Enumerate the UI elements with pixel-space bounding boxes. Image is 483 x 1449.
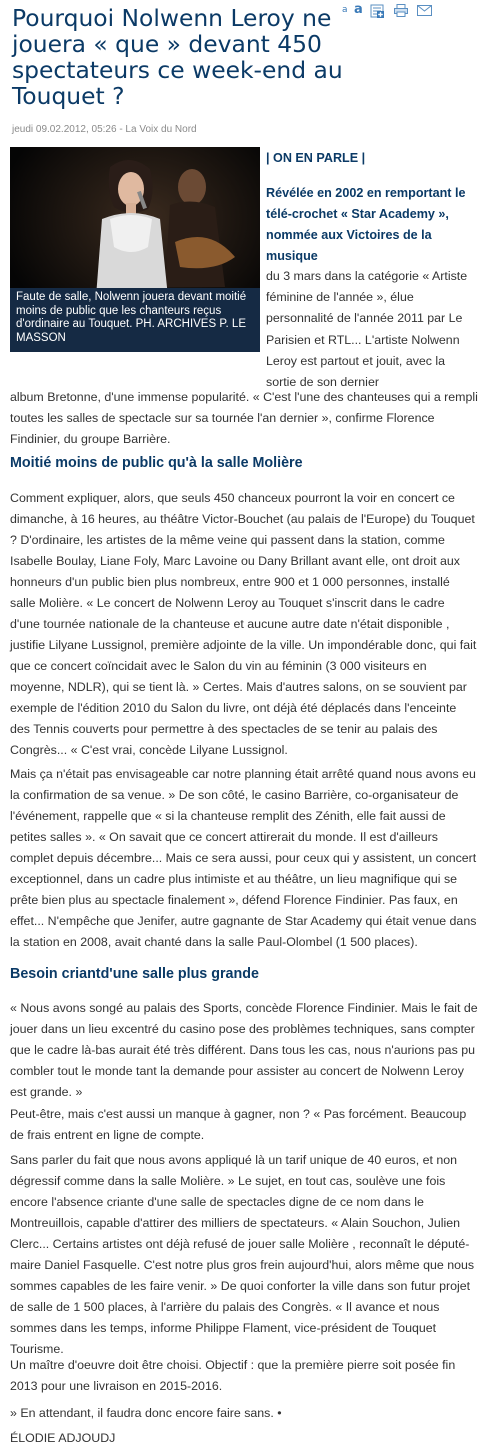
intro-paragraph: album Bretonne, d'une immense popularité. « C'est l'une des chanteuses qui a rempli toutes les salles de spectacle sur sa tournée l'an dernier », confirme Florence Findinier, du groupe Barrière. [10,390,478,446]
font-increase-button[interactable]: a [354,2,363,17]
on-en-parle-heading: | ON EN PARLE | [266,151,366,165]
body-paragraph-5: Sans parler du fait que nous avons appliqué là un tarif unique de 40 euros, et non dégressif comme dans la salle Molière. » Le sujet, en tout cas, soulève une fois encore l'absence criante d'une salle de spectacles digne de ce nom dans le Montreuillois, capable d'attirer des milliers de spectateurs. « Alain Souchon, Julien Clerc... Certains artistes ont déjà refusé de jouer salle Molière , reconnaît le député-maire Daniel Fasquelle. C'est notre plus gros frein aujourd'hui, alors même que nous sommes capables de les faire venir. » De quoi conforter la ville dans son futur projet de salle de 1 500 places, à l'arrière du palais des Congrès. « Il avance et nous sommes dans les temps, informe Philippe Flament, vice-président de Touquet Tourisme. [10,1153,475,1356]
section-heading-2: Besoin criantd'une salle plus grande [10,966,259,982]
body-paragraph-6: Un maître d'oeuvre doit être choisi. Objectif : que la première pierre soit posée fin 2013 pour une livraison en 2015-2016. [10,1358,456,1393]
article-author: ÉLODIE ADJOUDJ [10,1431,116,1445]
on-en-parle-text: Révélée en 2002 en remportant le télé-crochet « Star Academy », nommée aux Victoires de la musique [266,186,466,263]
article-meta: jeudi 09.02.2012, 05:26 - La Voix du Nord [12,124,197,135]
add-icon[interactable] [370,4,384,18]
intro-side-paragraph: du 3 mars dans la catégorie « Artiste féminine de l'année », élue personnalité de l'année 2011 par Le Parisien et RTL... L'artiste Nolwenn Leroy est partout et jouit, avec la sortie de son dernier [266,269,468,390]
article-photo [10,147,260,352]
body-paragraph-2: Mais ça n'était pas envisageable car notre planning était arrêté quand nous avons eu la confirmation de sa venue. » De son côté, le casino Barrière, co-organisateur de l'événement, rappelle que « si la chanteuse remplit des Zénith, elle fait aussi de petites salles ». « On savait que ce concert attirerait du monde. Il est d'ailleurs complet depuis décembre... Mais ce sera aussi, pour ceux qui y assistent, un concert exceptionnel, dans un cadre plus intimiste et au théâtre, un lieu magnifique qui se prête bien plus au spectacle finalement », défend Florence Findinier. Pas faux, en effet... N'empêche que Jenifer, autre gagnante de Star Academy qui était venue dans la station en 2008, avait chanté dans la salle Paul-Olombel (1 500 places). [10,767,477,949]
article-title: Pourquoi Nolwenn Leroy ne jouera « que » devant 450 spectateurs ce week-end au Touquet ? [12,4,343,110]
body-paragraph-4: Peut-être, mais c'est aussi un manque à gagner, non ? « Pas forcément. Beaucoup de frais entrent en ligne de compte. [10,1107,467,1142]
print-icon[interactable] [394,4,408,17]
body-paragraph-7: » En attendant, il faudra donc encore faire sans. • [10,1406,282,1420]
photo-caption: Faute de salle, Nolwenn jouera devant moitié moins de public que les chanteurs reçus d'ordinaire au Touquet. PH. ARCHIVES P. LE MASSON [10,288,260,352]
section-heading-1: Moitié moins de public qu'à la salle Molière [10,455,303,471]
font-decrease-button[interactable]: a [342,5,348,15]
body-paragraph-1: Comment expliquer, alors, que seuls 450 chanceux pourront la voir en concert ce dimanche, à 16 heures, au théâtre Victor-Bouchet (au palais de l'Europe) du Touquet ? D'ordinaire, les artistes de la même veine qui passent dans la station, comme Isabelle Boulay, Liane Foly, Marc Lavoine ou Dany Brillant avant elle, ont droit aux honneurs d'un public bien plus nombreux, entre 900 et 1 000 personnes, installé salle Molière. « Le concert de Nolwenn Leroy au Touquet s'inscrit dans le cadre d'une tournée nationale de la chanteuse et aucune autre date n'était disponible , justifie Lilyane Lussignol, première adjointe de la ville. Un impondérable donc, qui fait que ce concert coïncidait avec le Salon du vin au féminin (3 000 visiteurs en moyenne, NDLR), qui se tient là. » Certes. Mais d'autres salons, on se souvient par exemple de l'édition 2010 du Salon du livre, ont déjà été déplacés dans l'enceinte des Tennis couverts pour permettre à des spectacles de se tenir au palais des Congrès... « C'est vrai, concède Lilyane Lussignol. [10,491,477,757]
body-paragraph-3: « Nous avons songé au palais des Sports, concède Florence Findinier. Mais le fait de jouer dans un lieu excentré du casino pose des problèmes techniques, sans compter que le cadre là-bas aurait été très différent. Dans tous les cas, nous n'aurions pas pu combler tout le monde tant la demande pour assister au concert de Nolwenn Leroy est grande. » [10,1001,478,1099]
mail-icon[interactable] [417,5,432,16]
